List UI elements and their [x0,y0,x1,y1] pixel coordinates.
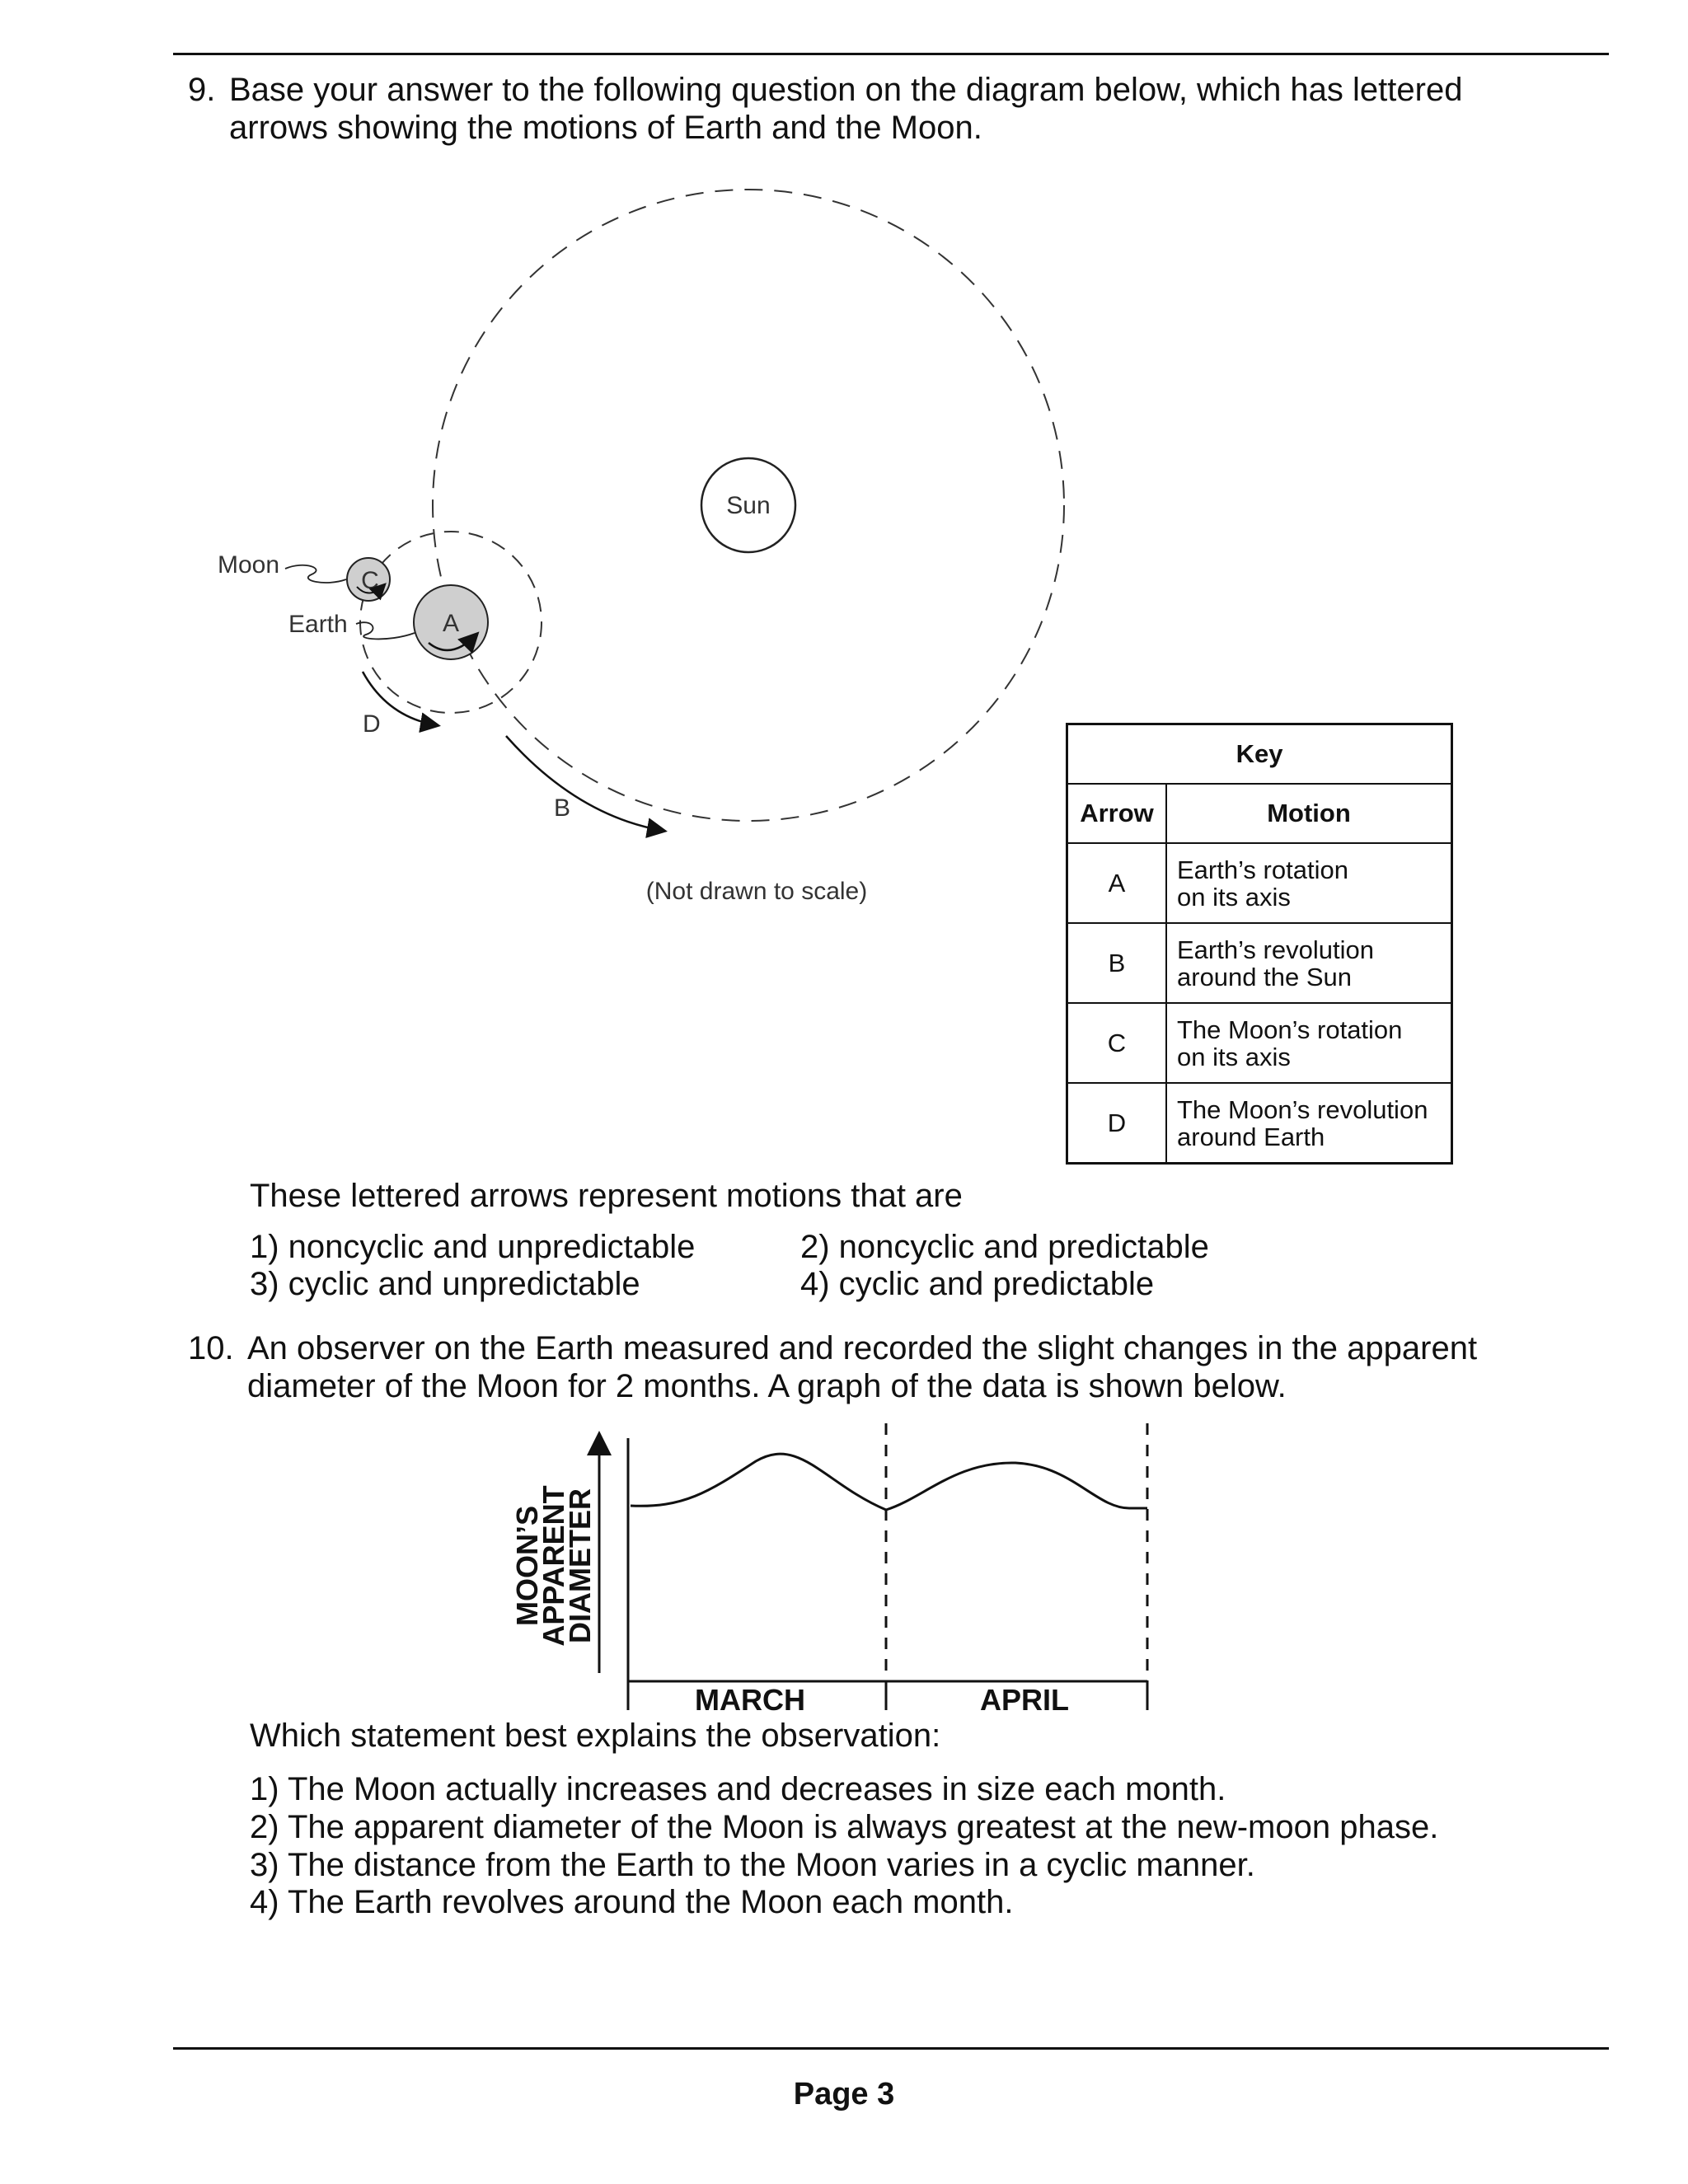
key-arrow: A [1067,843,1167,923]
arrow-b [506,736,663,831]
apparent-diameter-curve [631,1454,1147,1510]
key-arrow: B [1067,923,1167,1003]
arrow-c-label: C [361,567,379,594]
key-motion: Earth’s revolution around the Sun [1177,935,1374,991]
question-10-prompt: Which statement best explains the observation: [250,1718,941,1754]
arrow-d-label: D [363,710,381,738]
arrow-a-label: A [442,610,460,637]
key-header-motion: Motion [1166,784,1452,843]
graph-xlabel-april: APRIL [980,1683,1069,1717]
earth-label: Earth [288,611,348,638]
question-9-line-1: Base your answer to the following question on the diagram below, which has lettered [229,72,1463,108]
answer-choice[interactable]: 1) The Moon actually increases and decreases in size each month. [250,1771,1226,1807]
sun-label: Sun [726,492,771,519]
question-10-line-2: diameter of the Moon for 2 months. A graph of the data is shown below. [247,1368,1287,1404]
answer-choice[interactable]: 4) The Earth revolves around the Moon each month. [250,1884,1014,1920]
not-to-scale-note: (Not drawn to scale) [645,878,868,905]
key-arrow: C [1067,1003,1167,1083]
moon-label: Moon [218,551,280,579]
answer-choice[interactable]: 1) noncyclic and unpredictable [250,1229,696,1265]
answer-choice[interactable]: 4) cyclic and predictable [800,1266,1155,1302]
graph-xlabel-march: MARCH [695,1683,805,1717]
key-row [1067,1003,1452,1083]
answer-choice[interactable]: 3) The distance from the Earth to the Moon varies in a cyclic manner. [250,1847,1255,1883]
earth-leader-line [356,622,415,639]
arrow-b-label: B [554,794,571,822]
key-motion: Earth’s rotation on its axis [1177,855,1348,912]
moon-leader-line [285,565,346,583]
motion-key-table [1066,723,1453,1165]
question-9-number: 9. [188,72,216,108]
question-10-number: 10. [188,1330,234,1366]
answer-choice[interactable]: 3) cyclic and unpredictable [250,1266,640,1302]
key-title: Key [1067,724,1452,785]
key-header-arrow: Arrow [1067,784,1167,843]
key-row [1067,1083,1452,1164]
question-9-line-2: arrows showing the motions of Earth and the Moon. [229,110,982,146]
graph-ylabel-line-2: APPARENT [537,1485,570,1647]
page-number: Page 3 [793,2077,895,2111]
answer-choice[interactable]: 2) noncyclic and predictable [800,1229,1209,1265]
question-9-prompt: These lettered arrows represent motions that are [250,1178,963,1214]
graph-ylabel-line-3: DIAMETER [563,1488,597,1643]
key-row [1067,843,1452,923]
graph-ylabel-line-1: MOON’S [510,1505,544,1627]
question-10-line-1: An observer on the Earth measured and recorded the slight changes in the apparent [247,1330,1478,1366]
key-row [1067,923,1452,1003]
answer-choice[interactable]: 2) The apparent diameter of the Moon is always greatest at the new-moon phase. [250,1809,1439,1845]
key-motion: The Moon’s revolution around Earth [1177,1094,1428,1151]
key-motion: The Moon’s rotation on its axis [1177,1015,1403,1071]
key-arrow: D [1067,1083,1167,1164]
bottom-rule [173,2047,1609,2050]
